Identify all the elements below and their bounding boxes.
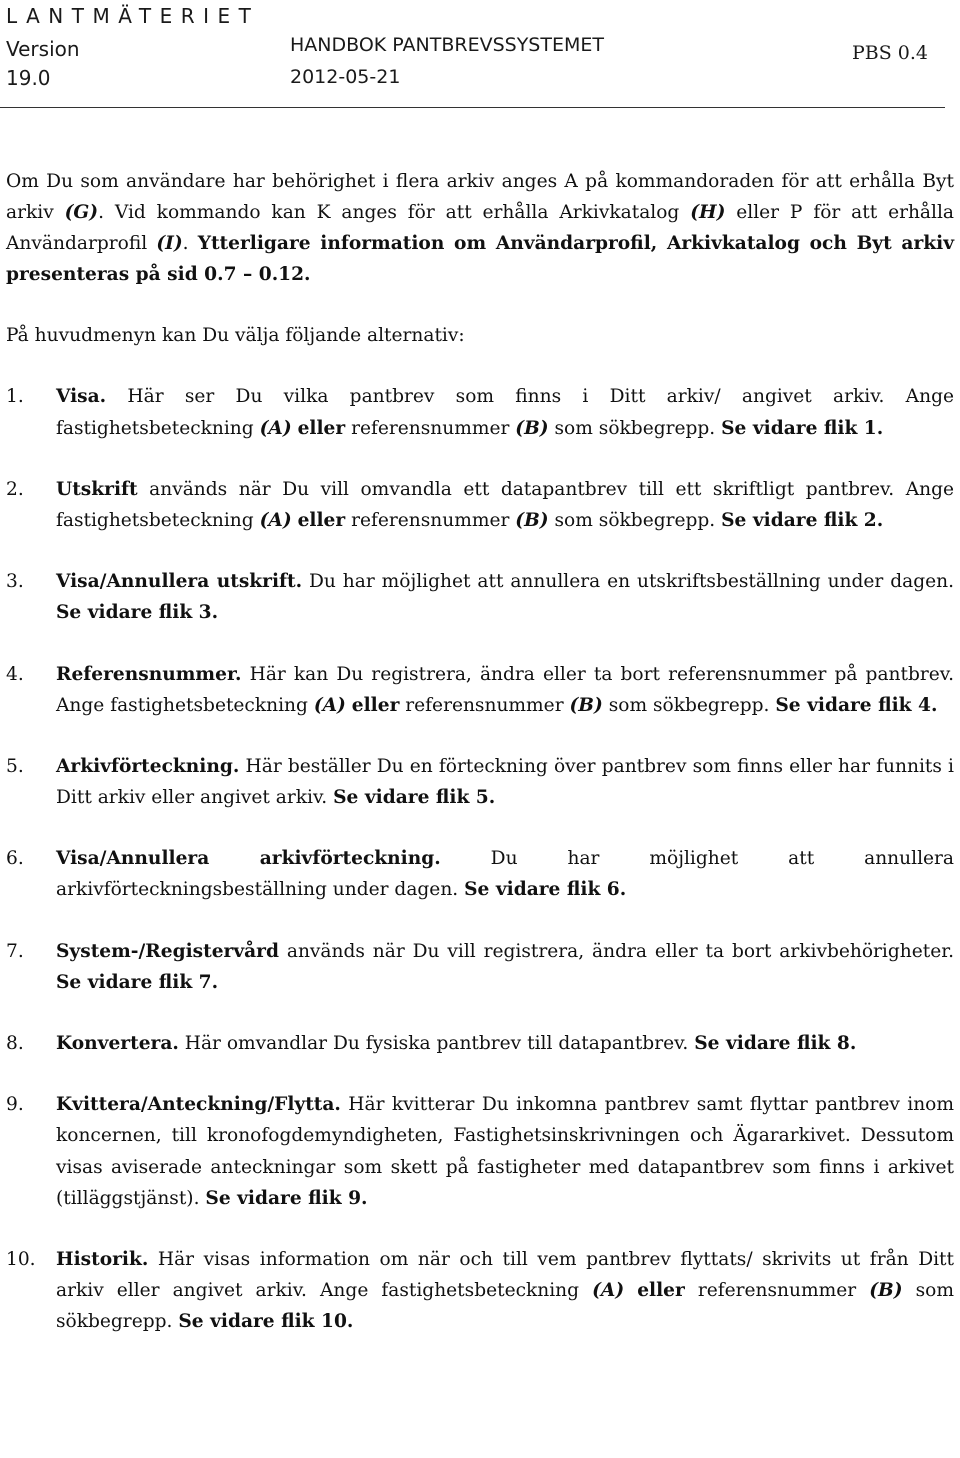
menu-option-8 bbox=[6, 1028, 954, 1059]
intro-more-info: Ytterligare information om Användarprofil, Arkivkatalog och Byt arkiv presenteras på sid 0.7 – 0.12. bbox=[6, 233, 955, 286]
menu-option-7 bbox=[6, 936, 954, 998]
menu-option-1 bbox=[6, 381, 954, 443]
option-key-b: (B) bbox=[869, 1280, 903, 1302]
intro-key-i: (I) bbox=[156, 233, 183, 255]
option-number: 9. bbox=[6, 1094, 24, 1116]
option-number: 10. bbox=[6, 1248, 36, 1270]
intro-key-h: (H) bbox=[690, 202, 726, 224]
option-title: Utskrift bbox=[56, 478, 138, 500]
option-text: Här kvitterar Du inkomna pantbrev samt flyttar pantbrev inom koncernen, till kronofogdemyndigheten, Fastighetsinskrivningen och Ägararkivet. Dessutom visas aviserade anteckningar som skett på fastigheter med datapantbrev som finns i arkivet (tilläggstjänst). bbox=[56, 1094, 954, 1209]
intro-text-1: Om Du som användare har behörighet i flera arkiv anges A på kommandoraden för att erhålla Byt arkiv bbox=[6, 171, 954, 224]
organization-name: LANTMÄTERIET bbox=[6, 4, 260, 28]
option-number: 4. bbox=[6, 663, 24, 685]
option-eller: eller bbox=[351, 694, 400, 716]
document-body bbox=[6, 166, 954, 1367]
intro-paragraph bbox=[6, 166, 954, 290]
option-title: System-/Registervård bbox=[56, 940, 279, 962]
option-number: 2. bbox=[6, 478, 24, 500]
option-see-tab: Se vidare flik 6. bbox=[464, 879, 627, 901]
option-text: Här beställer Du en förteckning över pantbrev som finns eller har funnits i Ditt arkiv eller angivet arkiv. bbox=[56, 755, 954, 809]
option-title: Historik. bbox=[56, 1248, 149, 1270]
menu-lead-text: På huvudmenyn kan Du välja följande alternativ: bbox=[6, 325, 465, 347]
option-text: som sökbegrepp. bbox=[548, 417, 722, 439]
option-see-tab: Se vidare flik 7. bbox=[56, 971, 219, 993]
option-see-tab: Se vidare flik 5. bbox=[333, 787, 496, 809]
option-number: 3. bbox=[6, 571, 24, 593]
menu-option-5 bbox=[6, 751, 954, 813]
option-eller: eller bbox=[637, 1280, 685, 1302]
option-title: Konvertera. bbox=[56, 1033, 179, 1055]
option-text: som sökbegrepp. bbox=[56, 1280, 954, 1333]
option-text: används när Du vill registrera, ändra eller ta bort arkivbehörigheter. bbox=[278, 940, 954, 962]
option-title: Kvittera/Anteckning/Flytta. bbox=[56, 1094, 341, 1116]
option-see-tab: Se vidare flik 2. bbox=[721, 509, 884, 531]
option-title: Visa. bbox=[56, 386, 107, 408]
option-number: 5. bbox=[6, 755, 24, 777]
option-number: 7. bbox=[6, 940, 24, 962]
menu-option-3 bbox=[6, 566, 954, 628]
option-key-b: (B) bbox=[569, 694, 603, 716]
option-number: 1. bbox=[6, 386, 24, 408]
option-text: Du har möjlighet att annullera en utskriftsbeställning under dagen. bbox=[302, 571, 955, 593]
option-see-tab: Se vidare flik 8. bbox=[694, 1033, 857, 1055]
option-title: Visa/Annullera utskrift. bbox=[56, 571, 303, 593]
option-text: Här kan Du registrera, ändra eller ta bort referensnummer på pantbrev. Ange fastighetsbeteckning bbox=[56, 663, 954, 716]
option-eller: eller bbox=[297, 509, 346, 531]
intro-text-5: eller P för att erhålla Användarprofil bbox=[6, 202, 954, 255]
option-see-tab: Se vidare flik 9. bbox=[205, 1187, 368, 1209]
option-text: används när Du vill omvandla ett datapantbrev till ett skriftligt pantbrev. Ange fastighetsbeteckning bbox=[56, 478, 954, 531]
header-divider bbox=[0, 107, 945, 108]
version-label: Version bbox=[6, 37, 80, 61]
option-number: 6. bbox=[6, 848, 24, 870]
option-key-b: (B) bbox=[515, 417, 549, 439]
menu-option-10 bbox=[6, 1244, 954, 1337]
option-key-a: (A) bbox=[592, 1280, 625, 1302]
option-text: referensnummer bbox=[345, 417, 516, 439]
version-number: 19.0 bbox=[6, 66, 51, 90]
option-title: Arkivförteckning. bbox=[56, 755, 240, 777]
option-title: Visa/Annullera arkivförteckning. bbox=[56, 848, 441, 870]
document-date: 2012-05-21 bbox=[290, 66, 401, 88]
option-key-b: (B) bbox=[515, 509, 549, 531]
menu-option-6 bbox=[6, 843, 954, 905]
option-text: som sökbegrepp. bbox=[548, 509, 722, 531]
intro-key-g: (G) bbox=[64, 202, 99, 224]
option-number: 8. bbox=[6, 1033, 24, 1055]
option-text: Här omvandlar Du fysiska pantbrev till datapantbrev. bbox=[178, 1033, 695, 1055]
option-text: som sökbegrepp. bbox=[602, 694, 776, 716]
option-key-a: (A) bbox=[259, 417, 292, 439]
page-reference: PBS 0.4 bbox=[852, 42, 929, 64]
option-text: referensnummer bbox=[345, 509, 516, 531]
option-key-a: (A) bbox=[259, 509, 292, 531]
menu-option-9 bbox=[6, 1089, 954, 1213]
menu-option-2 bbox=[6, 474, 954, 536]
option-eller: eller bbox=[297, 417, 346, 439]
handbook-title: HANDBOK PANTBREVSSYSTEMET bbox=[290, 34, 604, 56]
option-text: Här ser Du vilka pantbrev som finns i Ditt arkiv/ angivet arkiv. Ange fastighetsbeteckning bbox=[56, 386, 954, 439]
option-text: referensnummer bbox=[399, 694, 570, 716]
intro-text-7: . bbox=[182, 233, 198, 255]
option-see-tab: Se vidare flik 4. bbox=[775, 694, 938, 716]
option-see-tab: Se vidare flik 1. bbox=[721, 417, 884, 439]
option-title: Referensnummer. bbox=[56, 663, 242, 685]
option-text: Du har möjlighet att annullera arkivförteckningsbeställning under dagen. bbox=[56, 848, 955, 901]
option-text: Här visas information om när och till vem pantbrev flyttats/ skrivits ut från Ditt arkiv eller angivet arkiv. Ange fastighetsbeteckning bbox=[56, 1248, 954, 1302]
menu-option-4 bbox=[6, 659, 954, 721]
option-see-tab: Se vidare flik 10. bbox=[178, 1311, 354, 1333]
option-see-tab: Se vidare flik 3. bbox=[56, 602, 219, 624]
option-text: referensnummer bbox=[684, 1280, 870, 1302]
intro-text-3: . Vid kommando kan K anges för att erhålla Arkivkatalog bbox=[98, 202, 691, 224]
option-key-a: (A) bbox=[313, 694, 346, 716]
